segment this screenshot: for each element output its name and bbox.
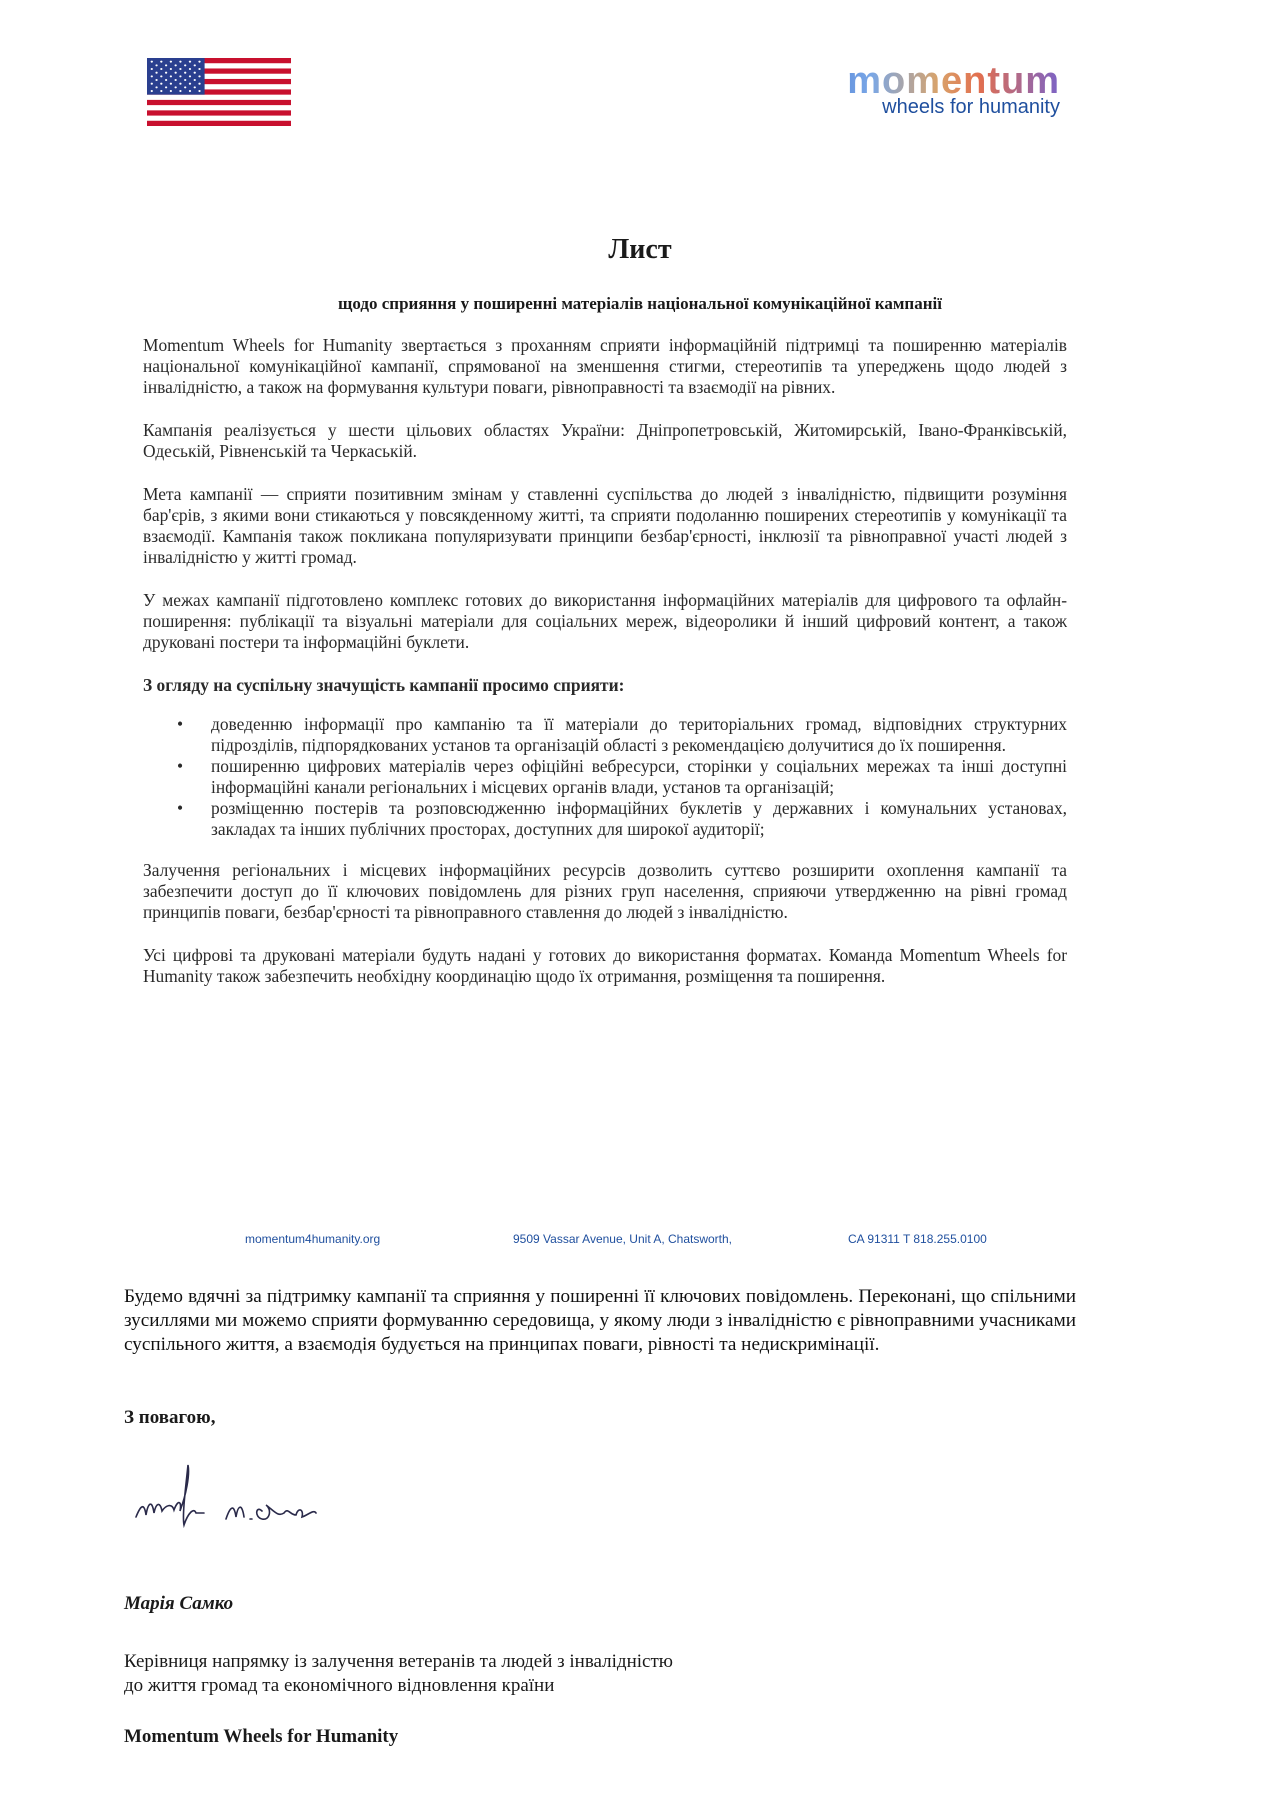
footer-address: 9509 Vassar Avenue, Unit A, Chatsworth, xyxy=(513,1232,733,1246)
list-item: • доведенню інформації про кампанію та її матеріали до територіальних громад, відповідних структурних підрозділів, підпорядкованих установ та організацій області з рекомендацією долучитися до їх поширення. xyxy=(211,714,1067,756)
flag-star xyxy=(194,64,196,66)
flag-star xyxy=(151,61,153,63)
request-list xyxy=(143,714,1067,840)
signer-name: Марія Самко xyxy=(124,1593,234,1614)
flag-star xyxy=(170,68,172,70)
position-line: до життя громад та економічного відновлення країни xyxy=(124,1675,555,1696)
flag-star xyxy=(165,86,167,88)
flag-star xyxy=(179,83,181,85)
flag-star xyxy=(170,83,172,85)
flag-star xyxy=(160,75,162,77)
regards: З повагою, xyxy=(124,1407,216,1428)
logo-brand: momentum xyxy=(790,62,1060,100)
flag-star xyxy=(165,79,167,81)
letter-title: Лист xyxy=(608,234,672,265)
body-paragraph: Кампанія реалізується у шести цільових областях України: Дніпропетровській, Житомирській, Івано-Франківській, Одеській, Рівненській та Черкаській. xyxy=(143,420,1067,461)
flag-star xyxy=(189,90,191,92)
flag-star xyxy=(160,83,162,85)
flag-star xyxy=(189,68,191,70)
flag-star xyxy=(184,79,186,81)
letterhead-footer xyxy=(0,1232,1280,1252)
flag-star xyxy=(160,68,162,70)
flag-star xyxy=(151,90,153,92)
request-lead: З огляду на суспільну значущість кампанії просимо сприяти: xyxy=(143,675,625,695)
flag-star xyxy=(170,61,172,63)
closing-section xyxy=(124,1285,1076,1357)
flag-star xyxy=(179,90,181,92)
flag-star xyxy=(198,68,200,70)
flag-star xyxy=(189,83,191,85)
flag-star xyxy=(175,79,177,81)
flag-star xyxy=(155,72,157,74)
flag-star xyxy=(160,61,162,63)
flag-star xyxy=(155,79,157,81)
body-paragraph: Усі цифрові та друковані матеріали будуть надані у готових до використання форматах. Команда Momentum Wheels for Humanity також забезпечить необхідну координацію щодо їх отримання, розміщення та поширення. xyxy=(143,945,1067,986)
flag-star xyxy=(155,64,157,66)
flag-star xyxy=(160,90,162,92)
flag-star xyxy=(151,83,153,85)
body-paragraph: У межах кампанії підготовлено комплекс готових до використання інформаційних матеріалів для цифрового та офлайн-поширення: публікації та візуальні матеріали для соціальних мереж, відеоролики й інший цифровий контент, а також друковані постери та інформаційні буклети. xyxy=(143,590,1067,652)
body-paragraph: Momentum Wheels for Humanity звертається з проханням сприяти інформаційній підтримці та поширенню матеріалів національної комунікаційної кампанії, спрямованої на зменшення стигми, стереотипів та упереджень щодо людей з інвалідністю, а також на формування культури поваги, рівноправності та взаємодії на рівних. xyxy=(143,335,1067,397)
flag-star xyxy=(194,79,196,81)
list-item: • розміщенню постерів та розповсюдженню інформаційних буклетів у державних і комунальних установах, закладах та інших публічних просторах, доступних для широкої аудиторії; xyxy=(211,798,1067,840)
flag-star xyxy=(179,61,181,63)
flag-star xyxy=(175,64,177,66)
flag-star xyxy=(151,68,153,70)
flag-star xyxy=(155,86,157,88)
body-paragraph: Залучення регіональних і місцевих інформаційних ресурсів дозволить суттєво розширити охоплення кампанії та забезпечити доступ до її ключових повідомлень для різних груп населення, сприяючи утвердженню на рівні громад принципів поваги, безбар'єрності та рівноправного ставлення до людей з інвалідністю. xyxy=(143,860,1067,922)
signature-image xyxy=(130,1455,380,1540)
flag-star xyxy=(184,86,186,88)
flag-star xyxy=(165,72,167,74)
letter-body xyxy=(143,335,1067,1009)
flag-star xyxy=(189,75,191,77)
flag-star xyxy=(179,75,181,77)
flag-star xyxy=(170,75,172,77)
body-paragraph: Мета кампанії — сприяти позитивним змінам у ставленні суспільства до людей з інвалідністю, підвищити розуміння бар'єрів, з якими вони стикаються у повсякденному житті, та сприяти подоланню поширених стереотипів у комунікації та взаємодії. Кампанія також покликана популяризувати принципи безбар'єрності, інклюзії та рівноправної участі людей з інвалідністю у житті громад. xyxy=(143,484,1067,567)
flag-star xyxy=(184,72,186,74)
flag-star xyxy=(194,86,196,88)
flag-star xyxy=(184,64,186,66)
footer-website: momentum4humanity.org xyxy=(245,1232,381,1246)
flag-star xyxy=(198,61,200,63)
flag-star xyxy=(165,64,167,66)
flag-star xyxy=(198,75,200,77)
flag-star xyxy=(189,61,191,63)
flag-star xyxy=(175,86,177,88)
logo-tagline: wheels for humanity xyxy=(882,96,1060,118)
list-item: • поширенню цифрових матеріалів через офіційні вебресурси, сторінки у соціальних мережах та інші доступні інформаційні канали регіональних і місцевих органів влади, установ та організацій; xyxy=(211,756,1067,798)
flag-star xyxy=(179,68,181,70)
flag-star xyxy=(194,72,196,74)
position-line: Керівниця напрямку із залучення ветеранів та людей з інвалідністю xyxy=(124,1651,673,1672)
momentum-logo xyxy=(790,62,1060,124)
flag-star xyxy=(198,90,200,92)
us-flag-icon xyxy=(147,58,291,126)
organization-name: Momentum Wheels for Humanity xyxy=(124,1726,399,1747)
flag-star xyxy=(170,90,172,92)
flag-star xyxy=(198,83,200,85)
flag-star xyxy=(175,72,177,74)
footer-phone: CA 91311 T 818.255.0100 xyxy=(848,1232,987,1246)
signer-position xyxy=(124,1650,673,1698)
flag-star xyxy=(151,75,153,77)
letter-subtitle: щодо сприяння у поширенні матеріалів національної комунікаційної кампанії xyxy=(338,294,942,313)
closing-paragraph: Будемо вдячні за підтримку кампанії та сприяння у поширенні її ключових повідомлень. Переконані, що спільними зусиллями ми можемо сприяти формуванню середовища, у якому люди з інвалідністю є рівноправними учасниками суспільного життя, а взаємодія будується на принципах поваги, рівності та недискримінації. xyxy=(124,1286,1076,1355)
